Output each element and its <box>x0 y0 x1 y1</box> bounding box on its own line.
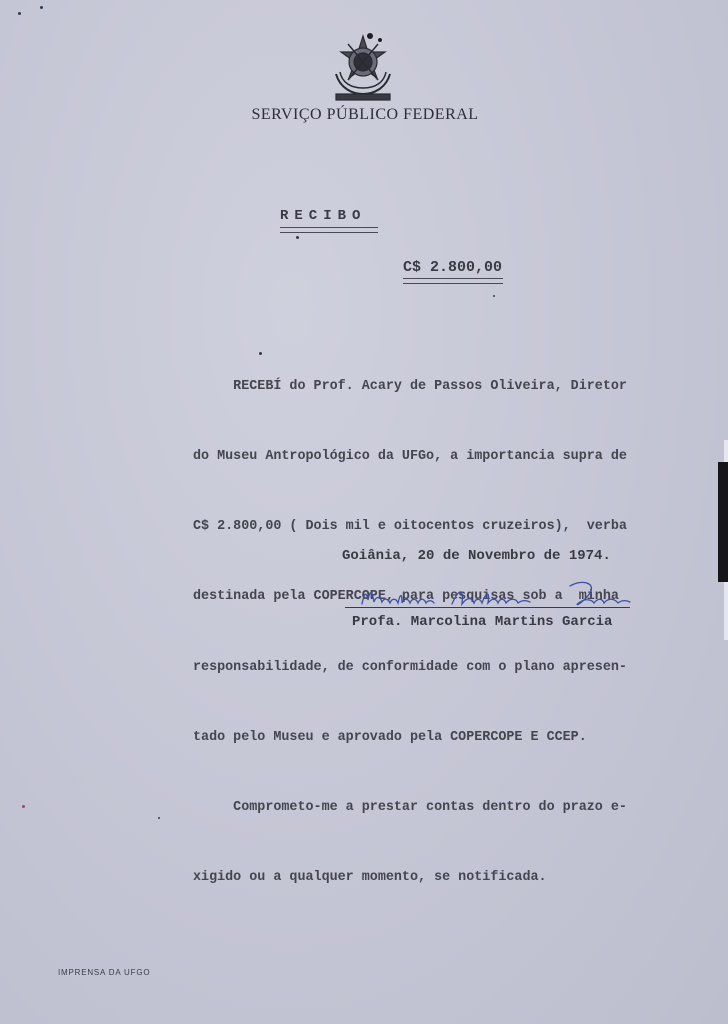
ink-speck <box>40 6 43 9</box>
ink-speck <box>22 805 25 808</box>
coat-of-arms-emblem <box>330 32 396 106</box>
handwritten-signature <box>340 576 640 616</box>
ink-speck <box>296 236 299 239</box>
body-line: xigido ou a qualquer momento, se notificada. <box>193 870 547 886</box>
signer-name: Profa. Marcolina Martins Garcia <box>352 614 613 630</box>
ink-speck <box>158 817 160 819</box>
body-line: responsabilidade, de conformidade com o plano apresen- <box>193 659 627 675</box>
receipt-amount: C$ 2.800,00 <box>403 259 503 276</box>
place-and-date: Goiânia, 20 de Novembro de 1974. <box>342 548 611 564</box>
body-line: Comprometo-me a prestar contas dentro do prazo e- <box>193 800 627 816</box>
amount-underline <box>403 278 503 284</box>
body-line: tado pelo Museu e aprovado pela COPERCOPE E CCEP. <box>193 729 587 745</box>
printer-imprint: IMPRENSA DA UFGO <box>58 968 151 977</box>
ink-speck <box>493 295 495 297</box>
ink-speck <box>18 12 21 15</box>
body-line: do Museu Antropológico da UFGo, a importancia supra de <box>193 449 627 465</box>
page-edge-mark <box>718 462 728 582</box>
signature-line <box>345 607 630 608</box>
body-line: RECEBÍ do Prof. Acary de Passos Oliveira, Diretor <box>193 378 627 394</box>
agency-header: SERVIÇO PÚBLICO FEDERAL <box>251 106 479 123</box>
title-underline <box>280 227 378 233</box>
body-line: destinada pela COPERCOPE, para pesquisas sob a minha <box>193 589 619 605</box>
receipt-title: RECIBO <box>280 208 367 224</box>
body-line: C$ 2.800,00 ( Dois mil e oitocentos cruzeiros), verba <box>193 519 627 535</box>
